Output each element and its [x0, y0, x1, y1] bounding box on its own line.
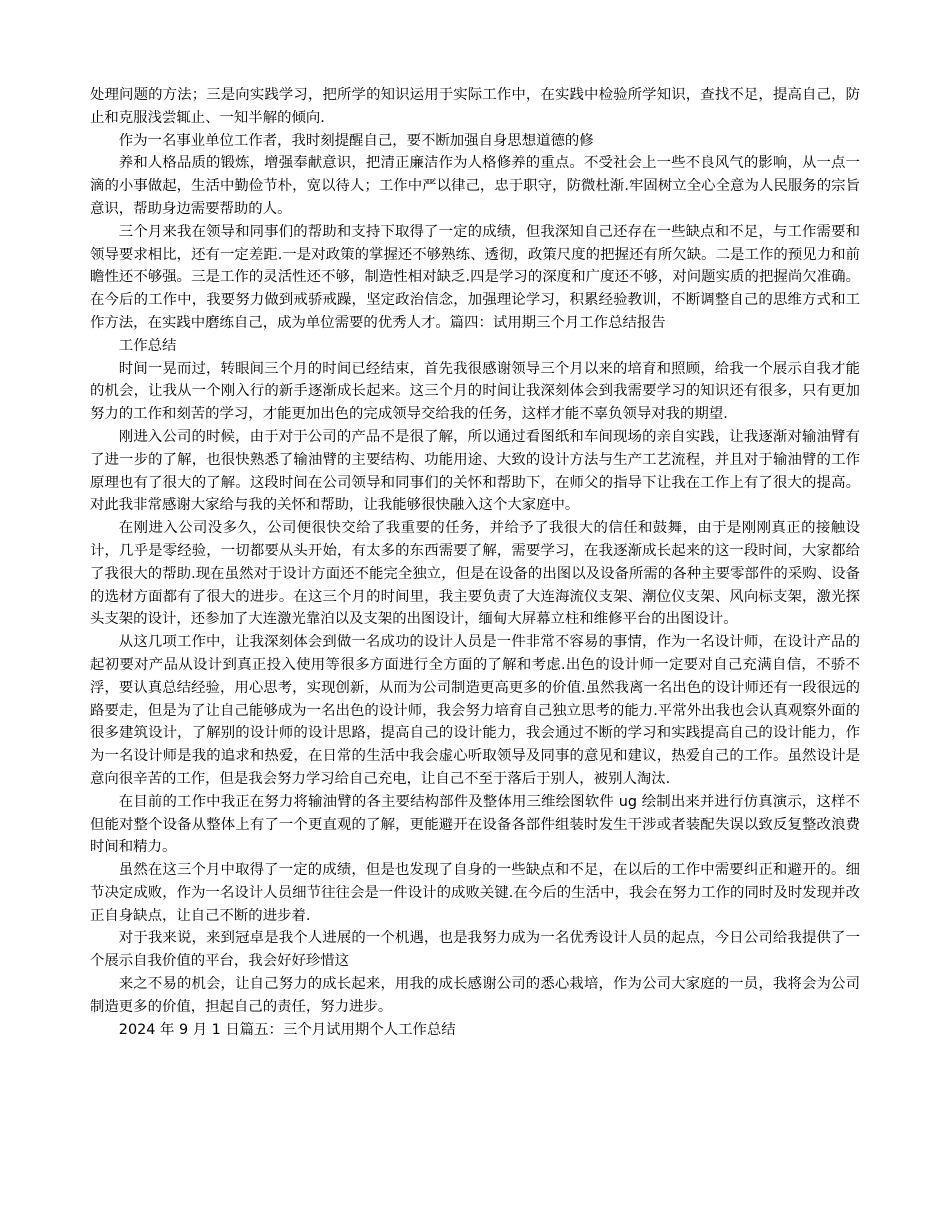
paragraph-6: 时间一晃而过，转眼间三个月的时间已经结束，首先我很感谢领导三个月以来的培育和照顾，给我一个展示自我才能的机会，让我从一个刚入行的新手逐渐成长起来。这三个月的时间让我深刻体会到我需要学习的知识还有很多，只有更加努力的工作和刻苦的学习，才能更加出色的完成领导交给我的任务，这样才能不辜负领导对我的期望. [90, 360, 860, 423]
paragraph-10: 在目前的工作中我正在努力将输油臂的各主要结构部件及整体用三维绘图软件 ug 绘制出来并进行仿真演示，这样不但能对整个设备从整体上有了一个更直观的了解，更能避开在设备各部件组装时发生干涉或者装配失误以致反复整改浪费时间和精力。 [90, 793, 860, 856]
paragraph-11: 虽然在这三个月中取得了一定的成绩，但是也发现了自身的一些缺点和不足，在以后的工作中需要纠正和避开的。细节决定成败，作为一名设计人员细节往往会是一件设计的成败关键.在今后的生活中，我会在努力工作的同时及时发现并改正自身缺点，让自己不断的进步着. [90, 862, 860, 924]
paragraph-9: 从这几项工作中，让我深刻体会到做一名成功的设计人员是一件非常不容易的事情，作为一名设计师，在设计产品的起初要对产品从设计到真正投入使用等很多方面进行全方面的了解和考虑.出色的设计师一定要对自己充满自信，不骄不浮，要认真总结经验，用心思考，实现创新，从而为公司制造更高更多的价值.虽然我离一名出色的设计师还有一段很远的路要走，但是为了让自己能够成为一名出色的设计师，我会努力培育自己独立思考的能力.平常外出我也会认真观察外面的很多建筑设计，了解别的设计师的设计思路，提高自己的设计能力，我会通过不断的学习和实践提高自己的设计能力，作为一名设计师是我的追求和热爱，在日常的生活中我会虚心听取领导及同事的意见和建议，热爱自己的工作。虽然设计是意向很辛苦的工作，但是我会努力学习给自己充电，让自己不至于落后于别人，被别人淘汰. [90, 634, 860, 787]
paragraph-3: 养和人格品质的锻炼，增强奉献意识，把清正廉洁作为人格修养的重点。不受社会上一些不良风气的影响，从一点一滴的小事做起，生活中勤俭节朴，宽以待人；工作中严以律己，忠于职守，防微杜渐.牢固树立全心全意为人民服务的宗旨意识，帮助身边需要帮助的人。 [90, 155, 860, 217]
paragraph-4: 三个月来我在领导和同事们的帮助和支持下取得了一定的成绩，但我深知自己还存在一些缺点和不足，与工作需要和领导要求相比，还有一定差距.一是对政策的掌握还不够熟练、透彻，政策尺度的把握还有所欠缺。二是工作的预见力和前瞻性还不够强。三是工作的灵活性还不够，制造性相对缺乏.四是学习的深度和广度还不够，对问题实质的把握尚欠准确。在今后的工作中，我要努力做到戒骄戒躁，坚定政治信念，加强理论学习，积累经验教训，不断调整自己的思维方式和工作方法，在实践中磨练自己，成为单位需要的优秀人才。篇四：试用期三个月工作总结报告 [90, 223, 860, 331]
paragraph-13: 来之不易的机会，让自己努力的成长起来，用我的成长感谢公司的悉心栽培，作为公司大家庭的一员，我将会为公司制造更多的价值，担起自己的责任，努力进步。 [90, 976, 860, 1015]
paragraph-7: 刚进入公司的时候，由于对于公司的产品不是很了解，所以通过看图纸和车间现场的亲自实践，让我逐渐对输油臂有了进一步的了解，也很快熟悉了输油臂的主要结构、功能用途、大致的设计方法与生产工艺流程，并且对于输油臂的工作原理也有了很大的了解。这段时间在公司领导和同事们的关怀和帮助下，在师父的指导下让我在工作上有了很大的提高。对此我非常感谢大家给与我的关怀和帮助，让我能够很快融入这个大家庭中。 [90, 428, 860, 514]
document-page [90, 84, 860, 1041]
date-and-next-section: 2024 年 9 月 1 日篇五：三个月试用期个人工作总结 [118, 1021, 456, 1038]
paragraph-12: 对于我来说，来到冠卓是我个人进展的一个机遇，也是我努力成为一名优秀设计人员的起点，今日公司给我提供了一个展示自我价值的平台，我会好好珍惜这 [90, 930, 860, 970]
paragraph-2: 作为一名事业单位工作者，我时刻提醒自己，要不断加强自身思想道德的修 [118, 132, 594, 149]
section-heading-work-summary: 工作总结 [118, 337, 177, 354]
paragraph-1: 处理问题的方法；三是向实践学习，把所学的知识运用于实际工作中，在实践中检验所学知识，查找不足，提高自己，防止和克服浅尝辄止、一知半解的倾向. [90, 87, 860, 126]
paragraph-8: 在刚进入公司没多久，公司便很快交给了我重要的任务，并给予了我很大的信任和鼓舞，由于是刚刚真正的接触设计，几乎是零经验，一切都要从头开始，有太多的东西需要了解，需要学习，在我逐渐成长起来的这一段时间，大家都给了我很大的帮助.现在虽然对于设计方面还不能完全独立，但是在设备的出图以及设备所需的各种主要零部件的采购、设备的选材方面都有了很大的进步。在这三个月的时间里，我主要负责了大连海流仪支架、潮位仪支架、风向标支架，激光探头支架的设计，还参加了大连激光靠泊以及支架的出图设计，缅甸大屏幕立柱和维修平台的出图设计。 [90, 520, 860, 628]
